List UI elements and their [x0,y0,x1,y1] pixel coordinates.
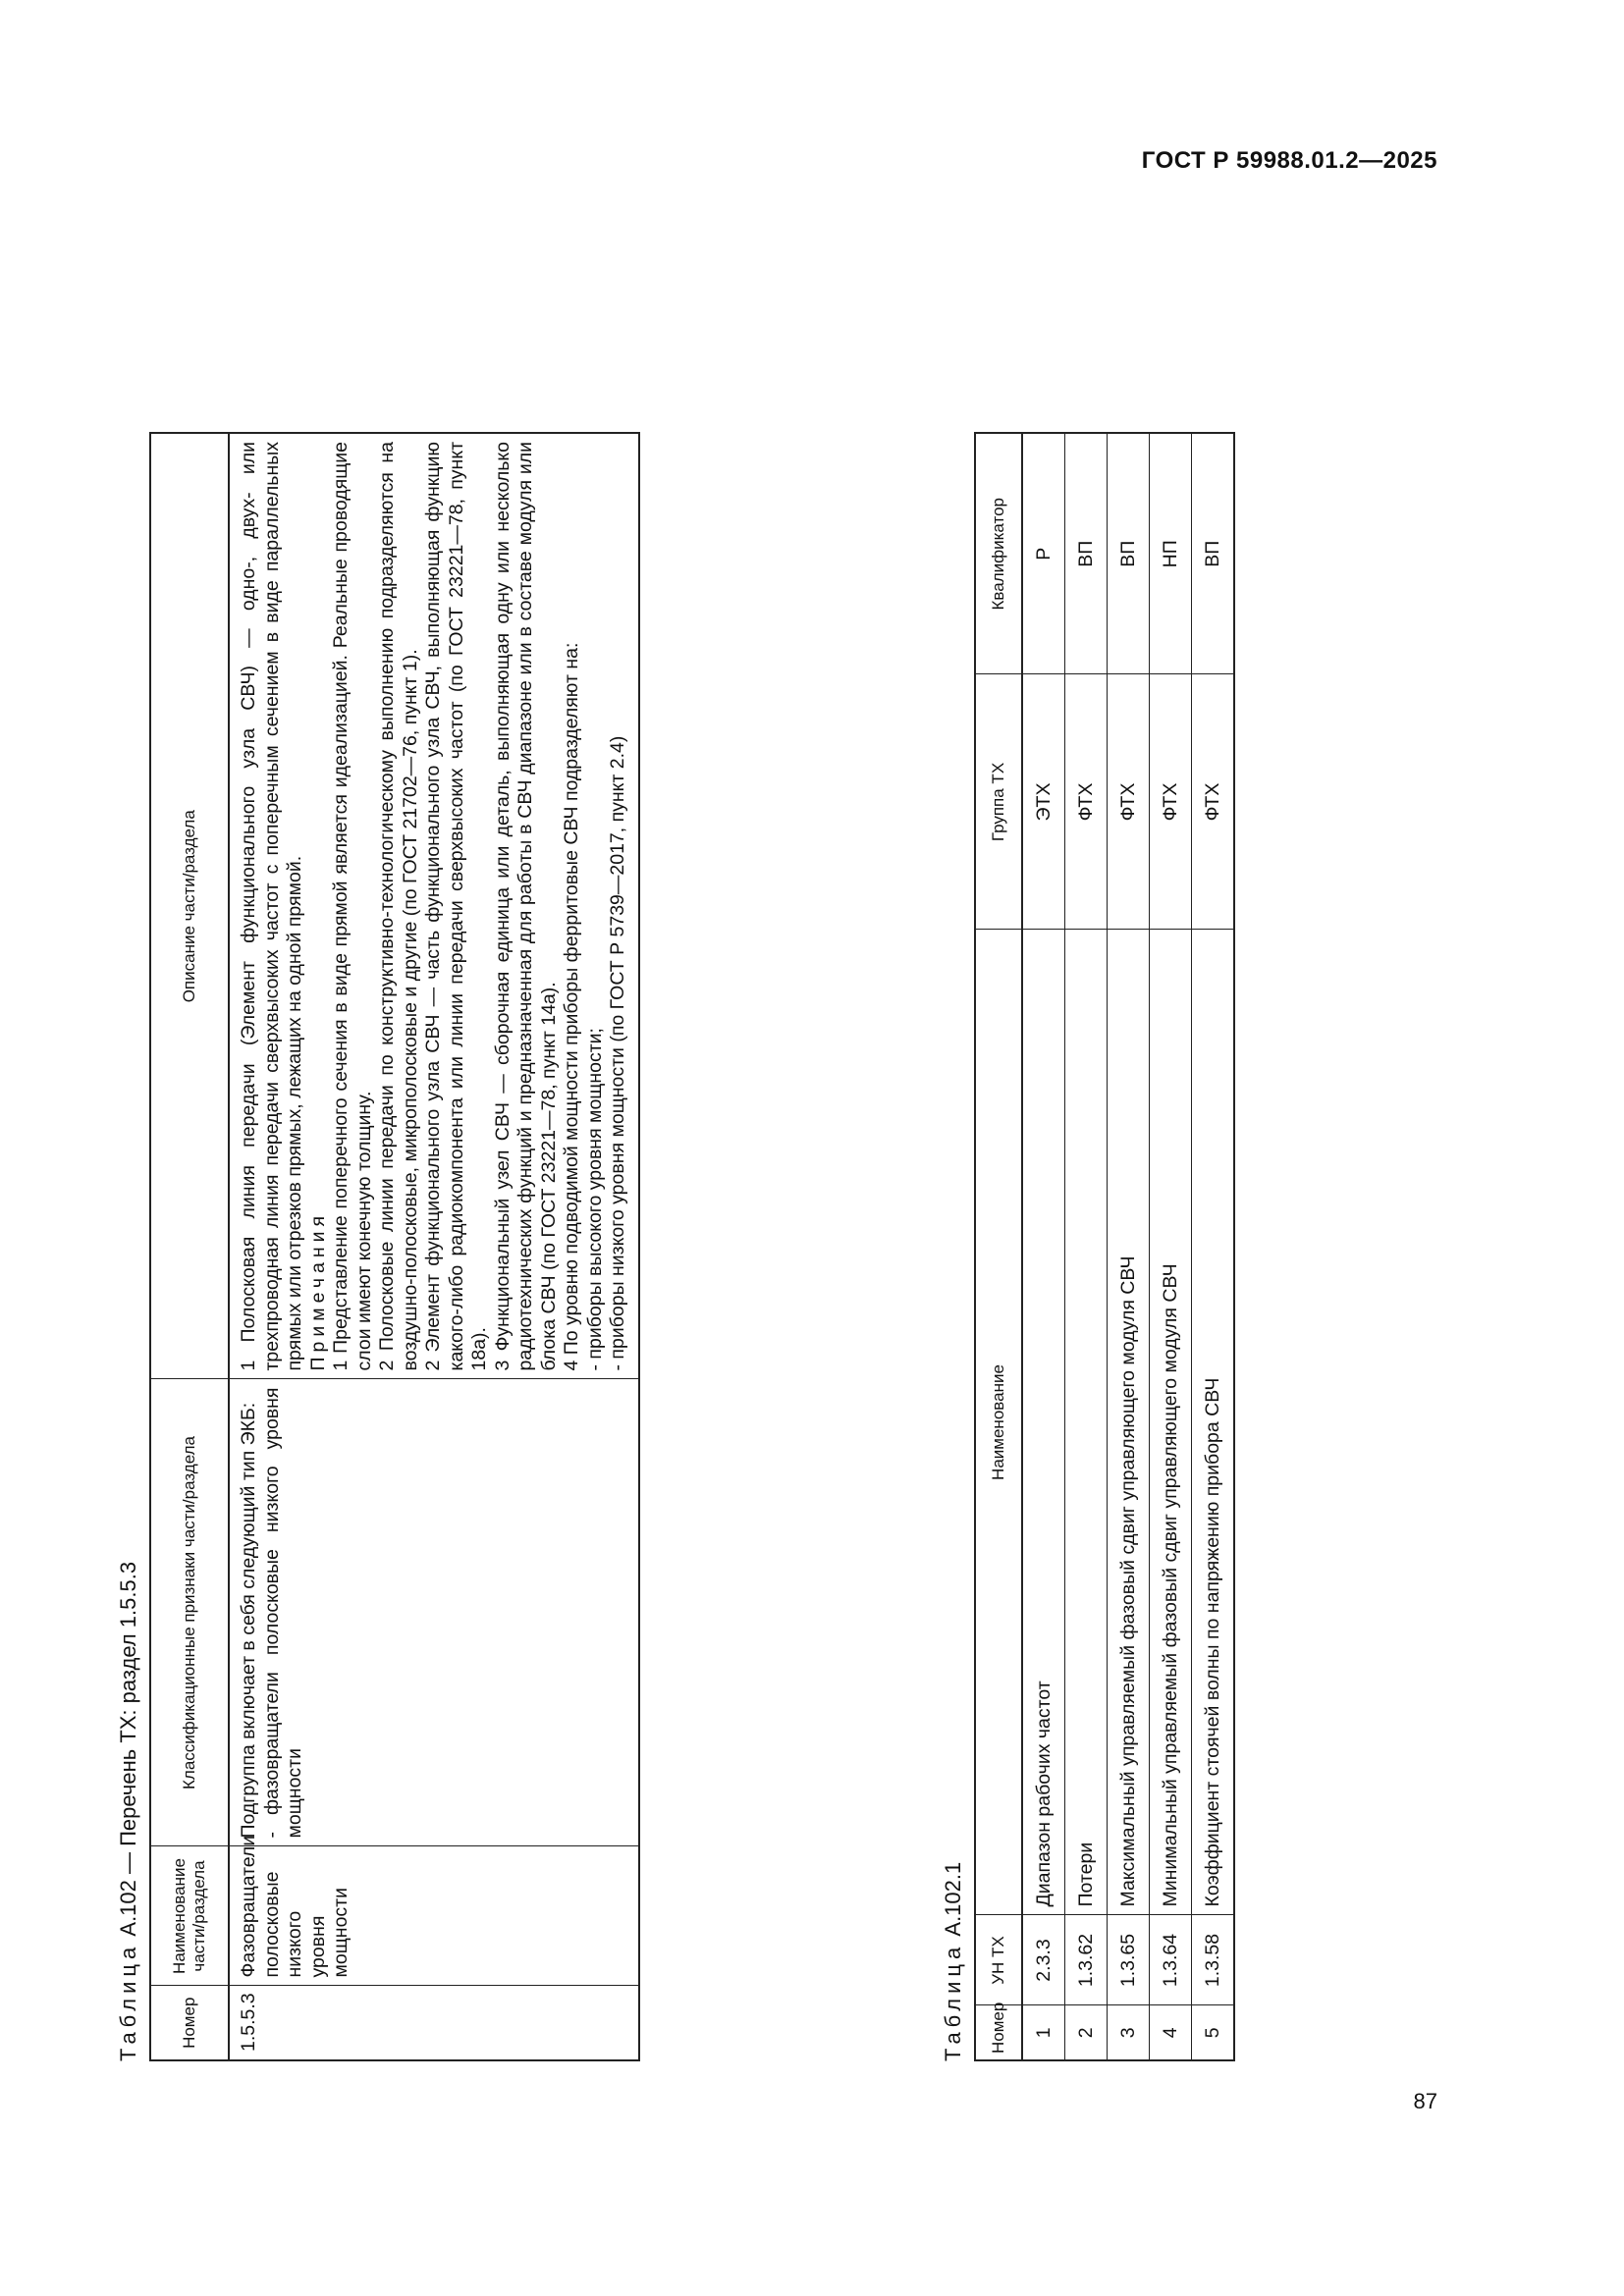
note-item: - приборы низкого уровня мощности (по ГОСТ Р 5739—2017, пункт 2.4) [607,735,628,1371]
cell-description [229,433,639,1379]
header-number: Номер [975,2005,1022,2060]
cell-name: Минимальный управляемый фазовый сдвиг управляющего модуля СВЧ [1150,930,1192,1915]
cell-qualifier: ВП [1192,433,1235,674]
cell-qualifier: ВП [1065,433,1108,674]
cell-code: 1.3.58 [1192,1915,1235,2005]
table-a102-1-caption [933,432,974,2061]
cell-name: Коэффициент стоячей волны по напряжению прибора СВЧ [1192,930,1235,1915]
table-row [1192,433,1235,2060]
table-a102 [149,432,640,2061]
header-group: Группа ТХ [975,674,1022,930]
table-a102-1-block [933,432,1276,2061]
cell-number: 4 [1150,2005,1192,2060]
cell-code: 1.3.62 [1065,1915,1108,2005]
cell-group: ФТХ [1108,674,1150,930]
note-item: 3 Функциональный узел СВЧ — сборочная единица или деталь, выполняющая одну или несколько радиотехнических функций и предназначенная для работы в СВЧ диапазоне или в составе модуля или блока СВЧ (по ГОСТ 23221—78, пункт 14а). [491,442,560,1371]
cell-number: 3 [1108,2005,1150,2060]
note-item: - приборы высокого уровня мощности; [583,1028,606,1371]
cell-qualifier: ВП [1108,433,1150,674]
header-name: Наименование [975,930,1022,1915]
cell-name: Потери [1065,930,1108,1915]
cell-number: 1 [1022,2005,1065,2060]
cell-number: 2 [1065,2005,1108,2060]
cell-code: 1.3.65 [1108,1915,1150,2005]
caption-text: А.102 — Перечень ТХ: раздел 1.5.5.3 [116,1561,140,1937]
note-item: 1 Представление поперечного сечения в виде прямой является идеализацией. Реальные проводящие слои имеют конечную толщину. [330,442,375,1371]
document-code: ГОСТ Р 59988.01.2—2025 [1141,147,1437,174]
header-name: Наименование части/раздела [150,1846,229,1986]
caption-text: А.102.1 [941,1861,965,1937]
features-line: - фазовращатели полосковые низкого уровня мощности [260,1387,305,1839]
table-header-row [150,433,229,2060]
header-qualifier: Квалификатор [975,433,1022,674]
cell-qualifier: Р [1022,433,1065,674]
table-a102-caption [108,432,149,2061]
page-number: 87 [1413,2089,1437,2113]
cell-features [229,1379,639,1846]
table-row [1065,433,1108,2060]
features-line: Подгруппа включает в себя следующий тип ЭКБ: [238,1402,259,1839]
cell-group: ФТХ [1192,674,1235,930]
header-code: УН ТХ [975,1915,1022,2005]
table-a102-1 [974,432,1235,2061]
cell-group: ФТХ [1065,674,1108,930]
table-row [229,433,639,2060]
cell-name: Максимальный управляемый фазовый сдвиг управляющего модуля СВЧ [1108,930,1150,1915]
cell-code: 2.3.3 [1022,1915,1065,2005]
table-row [1150,433,1192,2060]
header-features: Классификационные признаки части/раздела [150,1379,229,1846]
caption-word: Таблица [941,1942,965,2061]
description-main: 1 Полосковая линия передачи (Элемент функционального узла СВЧ) — одно-, двух- или трехпроводная линия передачи сверхвысоких частот с поперечным сечением в виде параллельных прямых или отрезков прямых, лежащих на одной прямой. [238,442,305,1371]
table-header-row [975,433,1022,2060]
header-number: Номер [150,1986,229,2060]
table-row [1022,433,1065,2060]
table-a102-block [108,432,903,2061]
table-row [1108,433,1150,2060]
cell-name: Фазовращатели полосковые низкого уровня мощности [229,1846,639,1986]
cell-name: Диапазон рабочих частот [1022,930,1065,1915]
cell-number: 5 [1192,2005,1235,2060]
notes-heading: Примечания [306,1210,329,1371]
cell-group: ЭТХ [1022,674,1065,930]
caption-word: Таблица [116,1942,140,2061]
cell-number: 1.5.5.3 [229,1986,639,2060]
note-item: 2 Полосковые линии передачи по конструктивно-технологическому выполнению подразделяются на воздушно-полосковые, микрополосковые и другие (по ГОСТ 21702—76, пункт 1). [376,442,421,1371]
cell-qualifier: НП [1150,433,1192,674]
cell-code: 1.3.64 [1150,1915,1192,2005]
cell-group: ФТХ [1150,674,1192,930]
note-item: 4 По уровню подводимой мощности приборы ферритовые СВЧ подразделяют на: [561,642,582,1371]
note-item: 2 Элемент функционального узла СВЧ — часть функционального узла СВЧ, выполняющая функцию какого-либо радиокомпонента или линии передачи сверхвысоких частот (по ГОСТ 23221—78, пункт 18а). [422,442,490,1371]
header-description: Описание части/раздела [150,433,229,1379]
